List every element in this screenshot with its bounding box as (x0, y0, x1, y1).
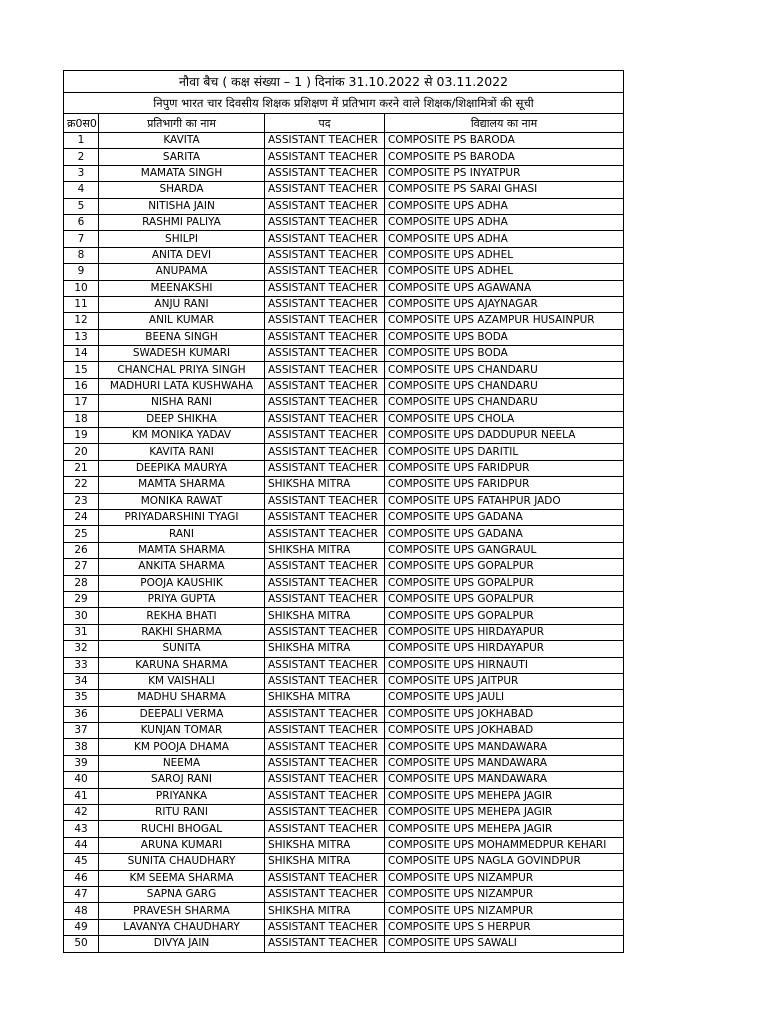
participant-list-table (63, 70, 624, 953)
cell-serial-number: 46 (64, 870, 99, 886)
cell-post: ASSISTANT TEACHER (265, 165, 385, 181)
table-row (64, 198, 624, 214)
cell-serial-number: 11 (64, 296, 99, 312)
cell-participant-name: ANIL KUMAR (99, 313, 265, 329)
table-row (64, 739, 624, 755)
cell-post: ASSISTANT TEACHER (265, 739, 385, 755)
table-row (64, 772, 624, 788)
cell-school-name: COMPOSITE UPS MANDAWARA (385, 755, 624, 771)
cell-school-name: COMPOSITE UPS MOHAMMEDPUR KEHARI (385, 837, 624, 853)
cell-participant-name: KM POOJA DHAMA (99, 739, 265, 755)
table-row (64, 362, 624, 378)
table-row (64, 182, 624, 198)
table-row (64, 690, 624, 706)
cell-serial-number: 50 (64, 936, 99, 952)
cell-post: ASSISTANT TEACHER (265, 264, 385, 280)
document-title: नौवा बैच ( कक्ष संख्या – 1 ) दिनांक 31.10.2022 से 03.11.2022 (64, 71, 624, 93)
cell-post: ASSISTANT TEACHER (265, 247, 385, 263)
cell-post: ASSISTANT TEACHER (265, 493, 385, 509)
cell-school-name: COMPOSITE UPS GADANA (385, 526, 624, 542)
cell-post: ASSISTANT TEACHER (265, 346, 385, 362)
cell-serial-number: 39 (64, 755, 99, 771)
cell-participant-name: MAMTA SHARMA (99, 477, 265, 493)
cell-post: ASSISTANT TEACHER (265, 280, 385, 296)
cell-participant-name: NEEMA (99, 755, 265, 771)
cell-school-name: COMPOSITE UPS DARITIL (385, 444, 624, 460)
cell-school-name: COMPOSITE UPS DADDUPUR NEELA (385, 428, 624, 444)
cell-post: ASSISTANT TEACHER (265, 624, 385, 640)
cell-serial-number: 35 (64, 690, 99, 706)
cell-participant-name: MADHURI LATA KUSHWAHA (99, 378, 265, 394)
cell-school-name: COMPOSITE UPS ADHEL (385, 264, 624, 280)
cell-serial-number: 48 (64, 903, 99, 919)
cell-serial-number: 38 (64, 739, 99, 755)
cell-school-name: COMPOSITE UPS ADHA (385, 198, 624, 214)
cell-post: ASSISTANT TEACHER (265, 706, 385, 722)
table-row (64, 608, 624, 624)
table-row (64, 755, 624, 771)
cell-participant-name: RITU RANI (99, 805, 265, 821)
table-row (64, 477, 624, 493)
cell-serial-number: 28 (64, 575, 99, 591)
cell-serial-number: 44 (64, 837, 99, 853)
cell-serial-number: 36 (64, 706, 99, 722)
cell-participant-name: PRIYANKA (99, 788, 265, 804)
cell-school-name: COMPOSITE UPS MEHEPA JAGIR (385, 788, 624, 804)
cell-school-name: COMPOSITE UPS JAULI (385, 690, 624, 706)
cell-post: SHIKSHA MITRA (265, 608, 385, 624)
cell-post: ASSISTANT TEACHER (265, 214, 385, 230)
header-post: पद (265, 114, 385, 133)
cell-serial-number: 42 (64, 805, 99, 821)
cell-serial-number: 26 (64, 542, 99, 558)
table-row (64, 788, 624, 804)
cell-school-name: COMPOSITE PS SARAI GHASI (385, 182, 624, 198)
table-row (64, 821, 624, 837)
cell-serial-number: 32 (64, 641, 99, 657)
cell-participant-name: SARITA (99, 149, 265, 165)
table-row (64, 919, 624, 935)
cell-serial-number: 4 (64, 182, 99, 198)
cell-school-name: COMPOSITE UPS GOPALPUR (385, 591, 624, 607)
table-row (64, 444, 624, 460)
cell-participant-name: SHILPI (99, 231, 265, 247)
cell-participant-name: NITISHA JAIN (99, 198, 265, 214)
cell-participant-name: DIVYA JAIN (99, 936, 265, 952)
cell-post: ASSISTANT TEACHER (265, 821, 385, 837)
cell-post: ASSISTANT TEACHER (265, 149, 385, 165)
cell-participant-name: LAVANYA CHAUDHARY (99, 919, 265, 935)
cell-school-name: COMPOSITE UPS JAITPUR (385, 673, 624, 689)
cell-school-name: COMPOSITE UPS MEHEPA JAGIR (385, 821, 624, 837)
cell-school-name: COMPOSITE UPS HIRDAYAPUR (385, 641, 624, 657)
cell-serial-number: 43 (64, 821, 99, 837)
cell-post: ASSISTANT TEACHER (265, 296, 385, 312)
table-row (64, 575, 624, 591)
cell-school-name: COMPOSITE UPS GOPALPUR (385, 575, 624, 591)
table-row (64, 805, 624, 821)
cell-participant-name: KM MONIKA YADAV (99, 428, 265, 444)
cell-post: SHIKSHA MITRA (265, 641, 385, 657)
cell-participant-name: MEENAKSHI (99, 280, 265, 296)
table-row (64, 346, 624, 362)
cell-participant-name: ARUNA KUMARI (99, 837, 265, 853)
table-row (64, 870, 624, 886)
cell-post: ASSISTANT TEACHER (265, 772, 385, 788)
cell-serial-number: 31 (64, 624, 99, 640)
cell-participant-name: PRIYA GUPTA (99, 591, 265, 607)
cell-participant-name: SUNITA CHAUDHARY (99, 854, 265, 870)
cell-school-name: COMPOSITE UPS CHANDARU (385, 395, 624, 411)
cell-post: ASSISTANT TEACHER (265, 936, 385, 952)
cell-serial-number: 24 (64, 509, 99, 525)
cell-participant-name: ANITA DEVI (99, 247, 265, 263)
cell-participant-name: BEENA SINGH (99, 329, 265, 345)
cell-serial-number: 23 (64, 493, 99, 509)
table-row (64, 706, 624, 722)
cell-school-name: COMPOSITE UPS ADHA (385, 214, 624, 230)
cell-participant-name: MADHU SHARMA (99, 690, 265, 706)
table-row (64, 591, 624, 607)
cell-school-name: COMPOSITE UPS MEHEPA JAGIR (385, 805, 624, 821)
table-row (64, 313, 624, 329)
cell-participant-name: REKHA BHATI (99, 608, 265, 624)
cell-serial-number: 15 (64, 362, 99, 378)
table-row (64, 723, 624, 739)
cell-post: ASSISTANT TEACHER (265, 509, 385, 525)
cell-serial-number: 5 (64, 198, 99, 214)
table-row (64, 509, 624, 525)
table-row (64, 526, 624, 542)
cell-post: ASSISTANT TEACHER (265, 182, 385, 198)
table-row (64, 641, 624, 657)
table-row (64, 460, 624, 476)
cell-serial-number: 21 (64, 460, 99, 476)
cell-serial-number: 20 (64, 444, 99, 460)
cell-serial-number: 6 (64, 214, 99, 230)
cell-serial-number: 13 (64, 329, 99, 345)
cell-participant-name: SAROJ RANI (99, 772, 265, 788)
cell-participant-name: ANJU RANI (99, 296, 265, 312)
cell-serial-number: 10 (64, 280, 99, 296)
table-row (64, 378, 624, 394)
table-row (64, 559, 624, 575)
cell-post: ASSISTANT TEACHER (265, 755, 385, 771)
table-row (64, 133, 624, 149)
cell-participant-name: KAVITA RANI (99, 444, 265, 460)
cell-serial-number: 45 (64, 854, 99, 870)
cell-serial-number: 47 (64, 886, 99, 902)
cell-post: SHIKSHA MITRA (265, 854, 385, 870)
cell-serial-number: 12 (64, 313, 99, 329)
cell-post: SHIKSHA MITRA (265, 690, 385, 706)
cell-serial-number: 49 (64, 919, 99, 935)
cell-school-name: COMPOSITE UPS S HERPUR (385, 919, 624, 935)
table-row (64, 624, 624, 640)
cell-participant-name: KUNJAN TOMAR (99, 723, 265, 739)
table-body (64, 71, 624, 953)
cell-post: ASSISTANT TEACHER (265, 575, 385, 591)
table-row (64, 936, 624, 952)
cell-post: SHIKSHA MITRA (265, 477, 385, 493)
cell-participant-name: PRAVESH SHARMA (99, 903, 265, 919)
cell-serial-number: 18 (64, 411, 99, 427)
table-row (64, 903, 624, 919)
cell-serial-number: 19 (64, 428, 99, 444)
cell-school-name: COMPOSITE UPS NIZAMPUR (385, 903, 624, 919)
cell-post: ASSISTANT TEACHER (265, 362, 385, 378)
cell-serial-number: 40 (64, 772, 99, 788)
cell-serial-number: 37 (64, 723, 99, 739)
cell-post: ASSISTANT TEACHER (265, 657, 385, 673)
cell-post: ASSISTANT TEACHER (265, 723, 385, 739)
cell-school-name: COMPOSITE UPS CHANDARU (385, 362, 624, 378)
cell-school-name: COMPOSITE UPS HIRDAYAPUR (385, 624, 624, 640)
cell-serial-number: 22 (64, 477, 99, 493)
cell-participant-name: POOJA KAUSHIK (99, 575, 265, 591)
cell-school-name: COMPOSITE UPS JOKHABAD (385, 706, 624, 722)
cell-participant-name: CHANCHAL PRIYA SINGH (99, 362, 265, 378)
cell-post: ASSISTANT TEACHER (265, 788, 385, 804)
cell-serial-number: 8 (64, 247, 99, 263)
cell-school-name: COMPOSITE UPS GOPALPUR (385, 608, 624, 624)
cell-serial-number: 9 (64, 264, 99, 280)
cell-school-name: COMPOSITE UPS NAGLA GOVINDPUR (385, 854, 624, 870)
cell-school-name: COMPOSITE PS INYATPUR (385, 165, 624, 181)
document-subtitle: निपुण भारत चार दिवसीय शिक्षक प्रशिक्षण में प्रतिभाग करने वाले शिक्षक/शिक्षामित्रों की सूची (64, 93, 624, 114)
title-row (64, 71, 624, 93)
cell-school-name: COMPOSITE UPS FATAHPUR JADO (385, 493, 624, 509)
cell-school-name: COMPOSITE UPS GANGRAUL (385, 542, 624, 558)
cell-participant-name: SWADESH KUMARI (99, 346, 265, 362)
cell-post: ASSISTANT TEACHER (265, 460, 385, 476)
cell-post: ASSISTANT TEACHER (265, 919, 385, 935)
cell-school-name: COMPOSITE PS BARODA (385, 133, 624, 149)
cell-participant-name: RUCHI BHOGAL (99, 821, 265, 837)
cell-participant-name: RAKHI SHARMA (99, 624, 265, 640)
cell-post: ASSISTANT TEACHER (265, 313, 385, 329)
cell-serial-number: 27 (64, 559, 99, 575)
cell-serial-number: 33 (64, 657, 99, 673)
cell-participant-name: PRIYADARSHINI TYAGI (99, 509, 265, 525)
table-row (64, 280, 624, 296)
cell-post: ASSISTANT TEACHER (265, 231, 385, 247)
table-row (64, 411, 624, 427)
table-row (64, 854, 624, 870)
table-row (64, 264, 624, 280)
cell-school-name: COMPOSITE UPS JOKHABAD (385, 723, 624, 739)
cell-serial-number: 3 (64, 165, 99, 181)
table-row (64, 149, 624, 165)
cell-serial-number: 25 (64, 526, 99, 542)
cell-participant-name: ANUPAMA (99, 264, 265, 280)
cell-school-name: COMPOSITE UPS MANDAWARA (385, 739, 624, 755)
cell-school-name: COMPOSITE UPS SAWALI (385, 936, 624, 952)
cell-school-name: COMPOSITE UPS CHOLA (385, 411, 624, 427)
cell-post: ASSISTANT TEACHER (265, 378, 385, 394)
cell-post: SHIKSHA MITRA (265, 837, 385, 853)
cell-participant-name: MAMATA SINGH (99, 165, 265, 181)
cell-post: ASSISTANT TEACHER (265, 673, 385, 689)
table-row (64, 247, 624, 263)
cell-post: ASSISTANT TEACHER (265, 591, 385, 607)
cell-serial-number: 2 (64, 149, 99, 165)
header-serial-number: क्र0स0 (64, 114, 99, 133)
cell-school-name: COMPOSITE UPS HIRNAUTI (385, 657, 624, 673)
cell-school-name: COMPOSITE PS BARODA (385, 149, 624, 165)
cell-post: ASSISTANT TEACHER (265, 870, 385, 886)
cell-school-name: COMPOSITE UPS ADHEL (385, 247, 624, 263)
cell-participant-name: KAVITA (99, 133, 265, 149)
table-row (64, 231, 624, 247)
cell-post: ASSISTANT TEACHER (265, 411, 385, 427)
table-row (64, 395, 624, 411)
cell-post: ASSISTANT TEACHER (265, 886, 385, 902)
cell-post: ASSISTANT TEACHER (265, 395, 385, 411)
cell-post: SHIKSHA MITRA (265, 903, 385, 919)
table-row (64, 428, 624, 444)
cell-serial-number: 29 (64, 591, 99, 607)
header-school-name: विद्यालय का नाम (385, 114, 624, 133)
cell-school-name: COMPOSITE UPS GADANA (385, 509, 624, 525)
table-row (64, 214, 624, 230)
cell-school-name: COMPOSITE UPS GOPALPUR (385, 559, 624, 575)
cell-school-name: COMPOSITE UPS ADHA (385, 231, 624, 247)
cell-participant-name: MAMTA SHARMA (99, 542, 265, 558)
cell-school-name: COMPOSITE UPS BODA (385, 346, 624, 362)
table-row (64, 296, 624, 312)
cell-participant-name: RASHMI PALIYA (99, 214, 265, 230)
cell-participant-name: SUNITA (99, 641, 265, 657)
column-header-row (64, 114, 624, 133)
cell-participant-name: KARUNA SHARMA (99, 657, 265, 673)
cell-participant-name: DEEP SHIKHA (99, 411, 265, 427)
cell-post: SHIKSHA MITRA (265, 542, 385, 558)
cell-serial-number: 34 (64, 673, 99, 689)
cell-school-name: COMPOSITE UPS MANDAWARA (385, 772, 624, 788)
cell-participant-name: KM VAISHALI (99, 673, 265, 689)
cell-school-name: COMPOSITE UPS BODA (385, 329, 624, 345)
cell-post: ASSISTANT TEACHER (265, 805, 385, 821)
cell-serial-number: 17 (64, 395, 99, 411)
cell-participant-name: MONIKA RAWAT (99, 493, 265, 509)
cell-school-name: COMPOSITE UPS AZAMPUR HUSAINPUR (385, 313, 624, 329)
table-row (64, 493, 624, 509)
cell-post: ASSISTANT TEACHER (265, 428, 385, 444)
cell-participant-name: DEEPALI VERMA (99, 706, 265, 722)
table-row (64, 657, 624, 673)
cell-post: ASSISTANT TEACHER (265, 198, 385, 214)
cell-post: ASSISTANT TEACHER (265, 444, 385, 460)
cell-participant-name: DEEPIKA MAURYA (99, 460, 265, 476)
cell-post: ASSISTANT TEACHER (265, 559, 385, 575)
cell-serial-number: 14 (64, 346, 99, 362)
table-row (64, 542, 624, 558)
cell-participant-name: RANI (99, 526, 265, 542)
cell-school-name: COMPOSITE UPS FARIDPUR (385, 477, 624, 493)
cell-post: ASSISTANT TEACHER (265, 526, 385, 542)
cell-participant-name: NISHA RANI (99, 395, 265, 411)
cell-participant-name: SAPNA GARG (99, 886, 265, 902)
cell-serial-number: 41 (64, 788, 99, 804)
subtitle-row (64, 93, 624, 114)
table-row (64, 673, 624, 689)
cell-post: ASSISTANT TEACHER (265, 329, 385, 345)
cell-school-name: COMPOSITE UPS CHANDARU (385, 378, 624, 394)
table-row (64, 886, 624, 902)
cell-school-name: COMPOSITE UPS AGAWANA (385, 280, 624, 296)
table-row (64, 837, 624, 853)
table-row (64, 165, 624, 181)
cell-participant-name: SHARDA (99, 182, 265, 198)
cell-post: ASSISTANT TEACHER (265, 133, 385, 149)
cell-serial-number: 16 (64, 378, 99, 394)
cell-school-name: COMPOSITE UPS FARIDPUR (385, 460, 624, 476)
cell-school-name: COMPOSITE UPS NIZAMPUR (385, 870, 624, 886)
table-row (64, 329, 624, 345)
cell-serial-number: 30 (64, 608, 99, 624)
header-participant-name: प्रतिभागी का नाम (99, 114, 265, 133)
cell-serial-number: 1 (64, 133, 99, 149)
cell-participant-name: KM SEEMA SHARMA (99, 870, 265, 886)
cell-school-name: COMPOSITE UPS NIZAMPUR (385, 886, 624, 902)
cell-participant-name: ANKITA SHARMA (99, 559, 265, 575)
cell-serial-number: 7 (64, 231, 99, 247)
cell-school-name: COMPOSITE UPS AJAYNAGAR (385, 296, 624, 312)
